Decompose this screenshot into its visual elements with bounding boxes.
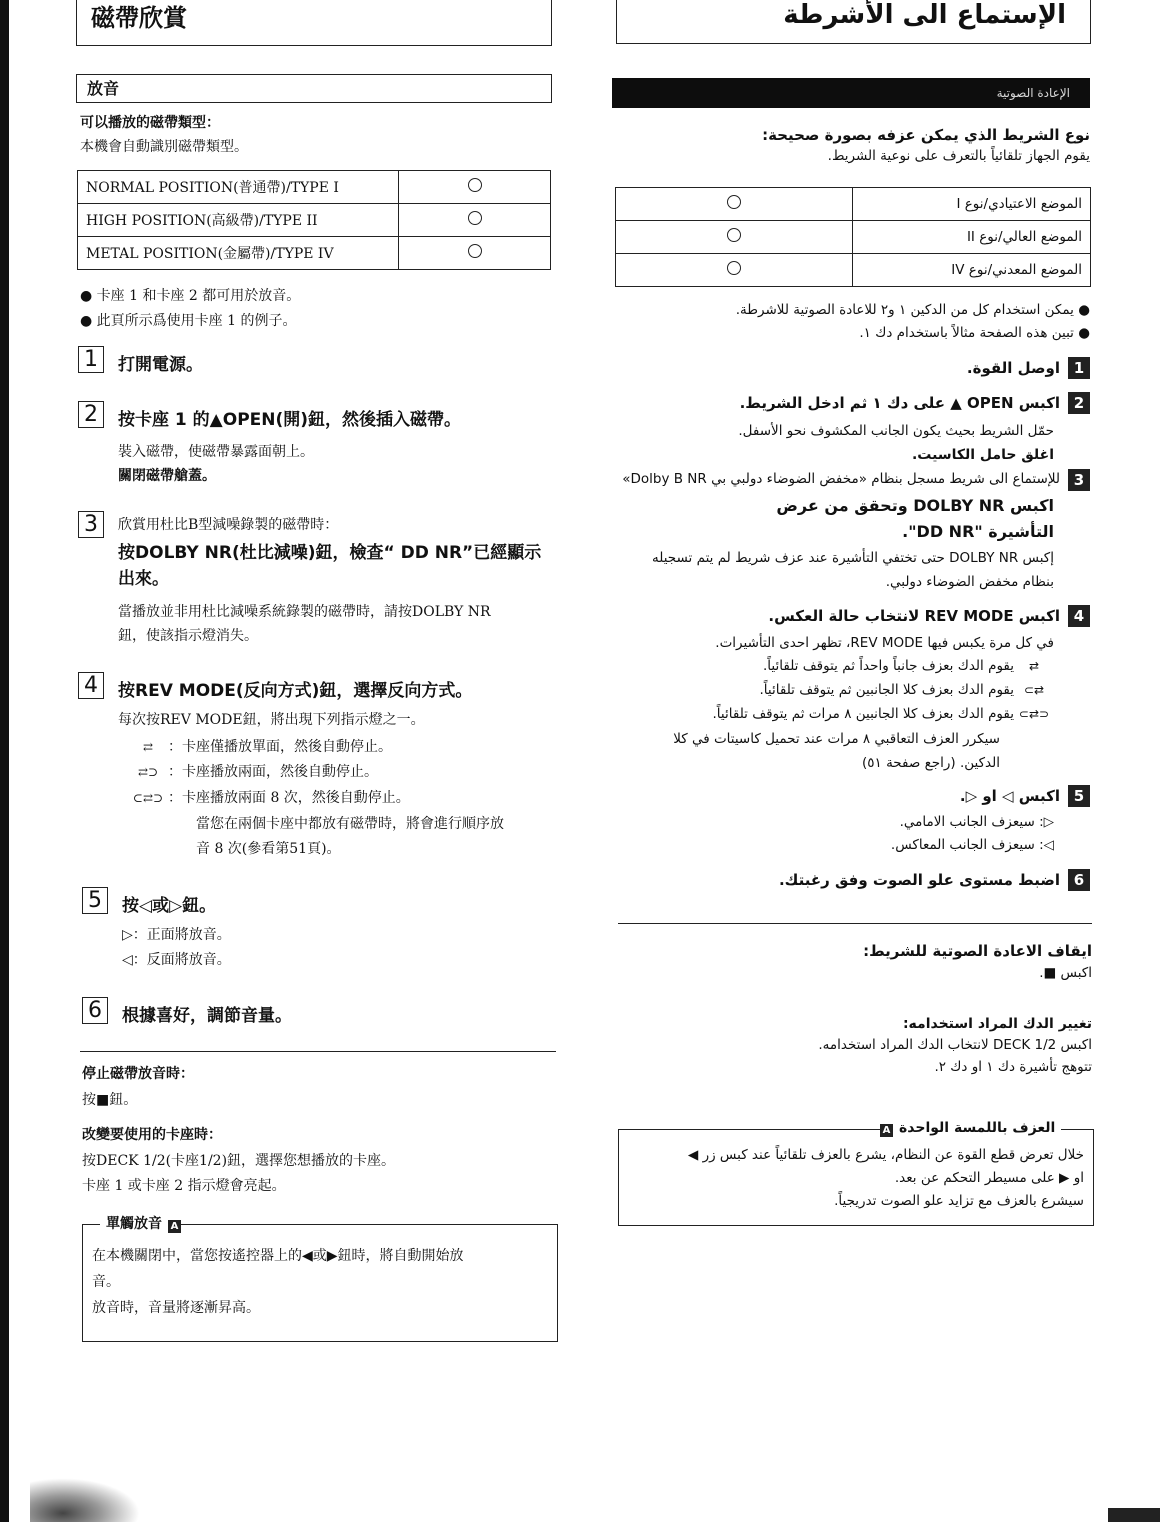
ar-divider: [618, 923, 1092, 924]
ar-one-touch-text: سيشرع بالعزف مع تزايد علو الصوت تدريجياً.: [834, 1193, 1084, 1209]
ar-step-number: 2: [1068, 392, 1090, 414]
supported-circle-icon: [468, 178, 482, 192]
zh-step-number: 4: [78, 672, 104, 699]
zh-one-touch-box: [82, 1224, 558, 1342]
ar-step-number: 3: [1068, 469, 1090, 491]
zh-one-touch-text: 在本機關閉中，當您按遙控器上的◀或▶鈕時，將自動開始放: [92, 1248, 464, 1264]
zh-one-touch-text: 放音時，音量將逐漸昇高。: [92, 1300, 260, 1316]
ar-types-heading: نوع الشريط الذي يمكن عزفه بصورة صحيحة:: [762, 126, 1090, 144]
table-row: [616, 188, 1091, 221]
zh-mode-desc: ：卡座僅播放單面，然後自動停止。: [168, 739, 392, 755]
table-cell-label: الموضع المعدني/نوع IV: [853, 254, 1091, 287]
zh-step-title: 按◁或▷鈕。: [122, 896, 217, 916]
zh-deck-heading: 改變要使用的卡座時：: [82, 1127, 222, 1143]
ar-step-title: اكبس ◁ او ▷.: [959, 787, 1060, 805]
zh-tape-type-table: [77, 170, 551, 270]
zh-mode-row: [128, 788, 410, 808]
ar-note-1: ● يمكن استخدام كل من الدكين ١ و٢ للاعادة الصوتية للاشرطة.: [735, 302, 1090, 318]
ar-step-title: اوصل القوة.: [966, 359, 1060, 377]
zh-mode-row: [128, 737, 392, 757]
zh-one-touch-label: 單觸放音: [100, 1216, 168, 1232]
zh-step-title: 按卡座 1 的▲OPEN(開)鈕，然後插入磁帶。: [118, 410, 462, 430]
zh-note-1: ● 卡座 1 和卡座 2 都可用於放音。: [80, 288, 301, 304]
ar-step-title: اضبط مستوى علو الصوت وفق رغبتك.: [778, 871, 1060, 889]
ar-mode-row: [620, 680, 1054, 701]
ar-stop-heading: ايقاف الاعادة الصوتية للشريط:: [863, 942, 1092, 960]
table-row: [78, 171, 551, 204]
zh-deck-text: 卡座 1 或卡座 2 指示燈會亮起。: [82, 1178, 286, 1194]
zh-step-number: 5: [82, 887, 108, 914]
table-row: [78, 204, 551, 237]
ar-step-text: حمّل الشريط بحيث يكون الجانب المكشوف نحو الأسفل.: [738, 423, 1054, 439]
ar-deck-text: اكبس DECK 1/2 لانتخاب الدك المراد استخدامه.: [818, 1037, 1092, 1053]
remote-badge-icon: A: [880, 1124, 893, 1137]
zh-one-touch-legend: [100, 1213, 181, 1233]
zh-step-text: ▷：正面將放音。: [122, 927, 231, 943]
zh-step-text: 當播放並非用杜比減噪系統錄製的磁帶時，請按DOLBY NR: [118, 604, 491, 620]
zh-step-text: ◁：反面將放音。: [122, 952, 231, 968]
supported-circle-icon: [727, 261, 741, 275]
table-cell-mark: [616, 254, 853, 287]
ar-tape-type-table: [615, 187, 1091, 287]
zh-mode-desc: ：卡座播放兩面，然後自動停止。: [168, 764, 378, 780]
ar-note-2: ● تبين هذه الصفحة مثالاً باستخدام دك ١.: [859, 325, 1090, 341]
table-cell-mark: [399, 237, 551, 270]
supported-circle-icon: [727, 228, 741, 242]
ar-step-text: في كل مرة يكبس فيها REV MODE، تظهر احدى التأشيرات.: [715, 635, 1054, 651]
zh-step-text: 當您在兩個卡座中都放有磁帶時，將會進行順序放: [196, 816, 504, 832]
supported-circle-icon: [468, 211, 482, 225]
ar-step-number: 6: [1068, 869, 1090, 891]
zh-step-number: 2: [78, 401, 104, 428]
scan-smudge: [30, 1478, 140, 1522]
ar-step-text: ◁: سيعزف الجانب المعاكس.: [890, 837, 1054, 853]
ar-section-header: الإعادة الصوتية: [612, 78, 1090, 108]
ar-step-text: بنظام مخفض الضوضاء دولبي.: [885, 574, 1054, 590]
single-side-mode-icon: ⇄: [142, 740, 154, 754]
scan-corner-mark: [1108, 1508, 1160, 1522]
ar-one-touch-text: او ▶ على مسيطر التحكم عن بعد.: [894, 1170, 1084, 1186]
zh-section-header: 放音: [76, 74, 552, 103]
ar-step-text: إكبس DOLBY NR حتى تختفي التأشيرة عند عزف شريط لم يتم تسجيله: [652, 550, 1054, 566]
ar-step-text: اغلق حامل الكاسيت.: [911, 447, 1054, 463]
supported-circle-icon: [727, 195, 741, 209]
zh-step-text: 關閉磁帶艙蓋。: [118, 468, 216, 484]
zh-types-desc: 本機會自動識別磁帶類型。: [80, 139, 248, 155]
table-row: [616, 221, 1091, 254]
ar-step-title: اكبس REV MODE لانتخاب حالة العكس.: [768, 607, 1060, 625]
zh-step-text: 音 8 次(參看第51頁)。: [196, 841, 341, 857]
zh-step-text: 每次按REV MODE鈕，將出現下列指示燈之一。: [118, 712, 425, 728]
ar-step-number: 4: [1068, 605, 1090, 627]
table-cell-label: الموضع الاعتيادي/نوع I: [853, 188, 1091, 221]
table-cell-label: HIGH POSITION(高級帶)/TYPE II: [78, 204, 399, 237]
ar-step-text: سيكرر العزف التعاقبي ٨ مرات عند تحميل كاسيتات في كلا: [673, 731, 1000, 747]
ar-mode-row: [620, 704, 1054, 725]
ar-mode-desc: يقوم الدك بعزف جانباً واحداً ثم يتوقف تلقائياً.: [763, 658, 1014, 674]
zh-step-text: 裝入磁帶，使磁帶暴露面朝上。: [118, 444, 314, 460]
ar-deck-text: تتوهج تأشيرة دك ١ او دك ٢.: [934, 1059, 1092, 1075]
ar-types-desc: يقوم الجهاز تلقائياً بالتعرف على نوعية الشريط.: [827, 148, 1090, 164]
table-cell-label: الموضع العالي/نوع II: [853, 221, 1091, 254]
ar-page-title: الإستماع الى الأشرطة: [616, 0, 1091, 44]
zh-step-title: 根據喜好，調節音量。: [122, 1006, 292, 1026]
repeat-mode-icon: ⊂⇄⊃: [132, 791, 164, 805]
zh-step-number: 3: [78, 511, 104, 538]
zh-step-number: 1: [78, 346, 104, 373]
zh-step-title: 按REV MODE(反向方式)鈕，選擇反向方式。: [118, 681, 473, 701]
ar-mode-desc: يقوم الدك بعزف كلا الجانبين ٨ مرات ثم يتوقف تلقائياً.: [712, 706, 1014, 722]
zh-note-2: ● 此頁所示爲使用卡座 1 的例子。: [80, 313, 297, 329]
ar-step-text: ▷: سيعزف الجانب الامامي.: [899, 814, 1054, 830]
zh-mode-row: [128, 762, 378, 782]
ar-mode-desc: يقوم الدك بعزف كلا الجانبين ثم يتوقف تلقائياً.: [759, 682, 1014, 698]
zh-page-title: 磁帶欣賞: [76, 0, 552, 46]
ar-one-touch-text: خلال تعرض قطع القوة عن النظام، يشرع بالعزف تلقائياً عند كبس زر ◀: [687, 1147, 1084, 1163]
ar-step-text: الدكين. (راجع صفحة ٥١): [861, 755, 1000, 771]
supported-circle-icon: [468, 244, 482, 258]
ar-step-pre: للإستماع الى شريط مسجل بنظام «مخفض الضوضاء دولبي بي Dolby B NR»: [622, 471, 1060, 487]
zh-types-heading: 可以播放的磁帶類型：: [80, 115, 220, 131]
table-cell-mark: [399, 204, 551, 237]
table-cell-mark: [616, 221, 853, 254]
ar-step-number: 1: [1068, 357, 1090, 379]
zh-step-text: 鈕，使該指示燈消失。: [118, 628, 258, 644]
ar-stop-text: اكبس ■.: [1039, 965, 1092, 981]
both-sides-mode-icon: ⇄⊃: [137, 765, 159, 779]
table-cell-label: METAL POSITION(金屬帶)/TYPE IV: [78, 237, 399, 270]
table-cell-label: NORMAL POSITION(普通帶)/TYPE I: [78, 171, 399, 204]
zh-stop-heading: 停止磁帶放音時：: [82, 1066, 194, 1082]
ar-step-title: اكبس OPEN ▲ على دك ١ ثم ادخل الشريط.: [739, 394, 1060, 412]
ar-one-touch-label: العزف باللمسة الواحدة: [893, 1120, 1061, 1136]
zh-one-touch-text: 音。: [92, 1274, 120, 1290]
zh-step-number: 6: [82, 997, 108, 1024]
ar-step-title: التأشيرة "DD NR".: [902, 522, 1054, 541]
ar-step-number: 5: [1068, 785, 1090, 807]
zh-step-pre: 欣賞用杜比B型減噪錄製的磁帶時：: [118, 517, 339, 533]
zh-mode-desc: ：卡座播放兩面 8 次，然後自動停止。: [168, 790, 410, 806]
zh-step-title: 按DOLBY NR(杜比減噪)鈕，檢查“ DD NR”已經顯示出來。: [118, 543, 542, 589]
single-side-mode-icon: ⇄: [1028, 659, 1040, 673]
table-cell-mark: [616, 188, 853, 221]
table-row: [616, 254, 1091, 287]
repeat-mode-icon: ⊂⇄⊃: [1018, 707, 1050, 721]
both-sides-mode-icon: ⇄⊃: [1023, 683, 1045, 697]
zh-step-title: 打開電源。: [118, 355, 203, 375]
zh-divider: [80, 1051, 556, 1052]
table-row: [78, 237, 551, 270]
ar-step-title: اكبس DOLBY NR وتحقق من عرض: [776, 496, 1054, 515]
ar-one-touch-legend: [880, 1117, 1061, 1137]
zh-stop-text: 按■鈕。: [82, 1092, 138, 1108]
page-spine-shadow: [0, 0, 9, 1522]
ar-mode-row: [620, 656, 1054, 677]
zh-deck-text: 按DECK 1/2(卡座1/2)鈕，選擇您想播放的卡座。: [82, 1153, 396, 1169]
ar-deck-heading: تغيير الدك المراد استخدامه:: [902, 1016, 1092, 1032]
remote-badge-icon: A: [168, 1220, 181, 1233]
table-cell-mark: [399, 171, 551, 204]
